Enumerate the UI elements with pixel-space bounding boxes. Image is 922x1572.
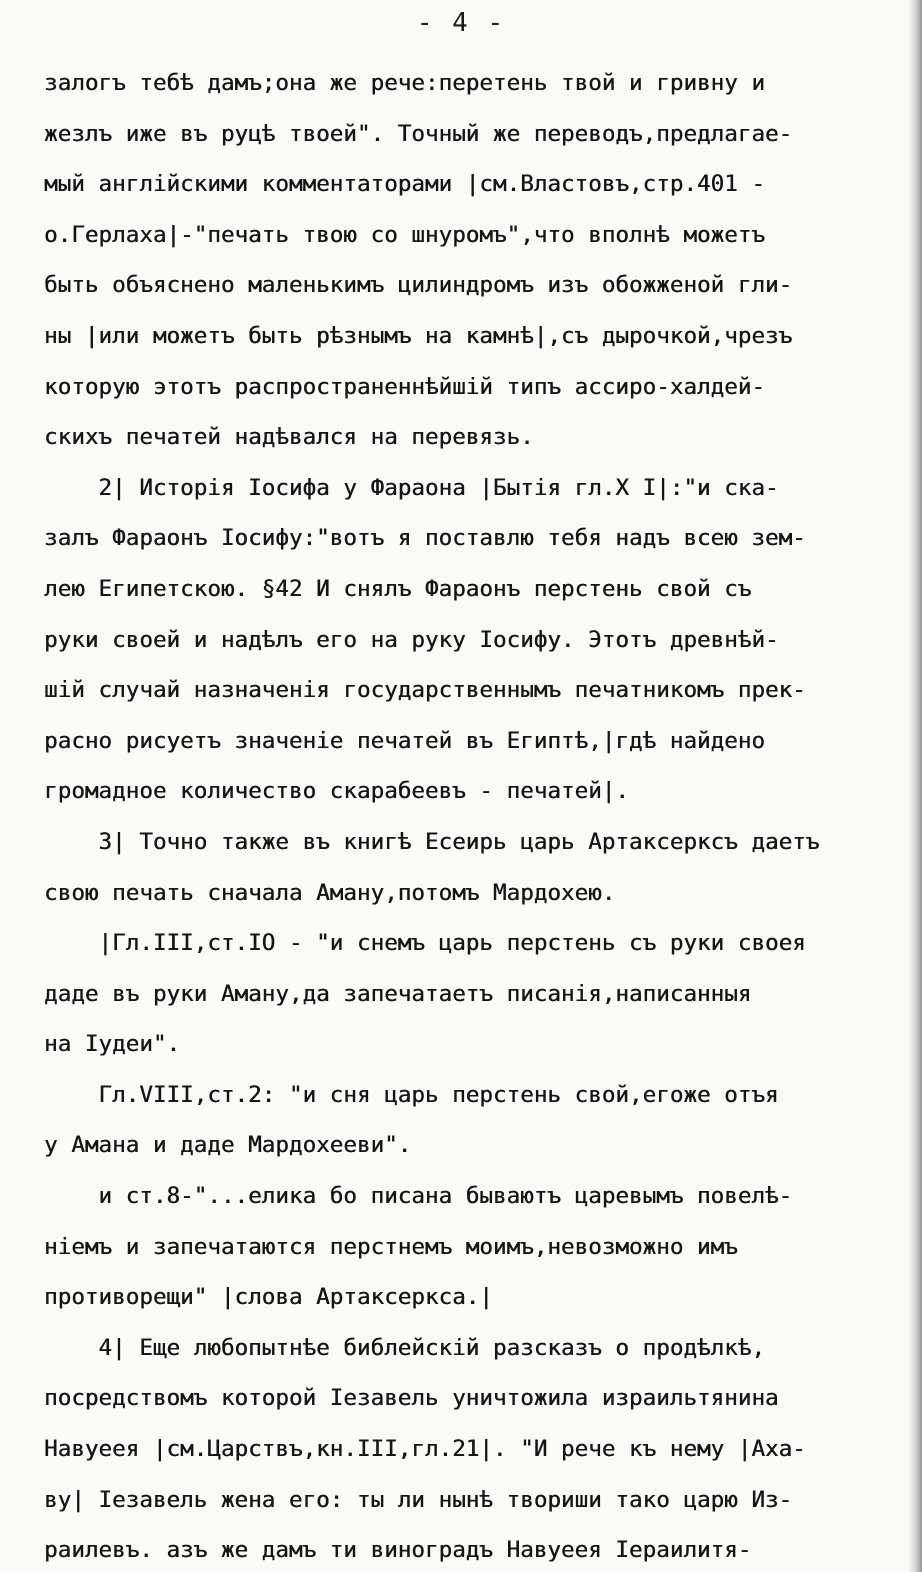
text-line: 2| Исторія Іосифа у Фараона |Бытія гл.Х I|:"и ска-	[44, 474, 779, 501]
text-line: даде въ руки Аману,да запечатаетъ писанія,написанныя	[44, 980, 752, 1007]
text-line: на Іудеи".	[44, 1031, 181, 1058]
body-text	[44, 58, 914, 1572]
text-line: громадное количество скарабеевъ - печатей|.	[44, 778, 629, 805]
text-line: ву| Іезавель жена его: ты ли нынѣ твориши тако царю Из-	[44, 1486, 793, 1513]
text-line: свою печать сначала Аману,потомъ Мардохею.	[44, 879, 616, 906]
text-line: 4| Еще любопытнѣе библейскій разсказъ о продѣлкѣ,	[44, 1334, 765, 1361]
text-line: |Гл.III,ст.IО - "и снемъ царь перстень съ руки своея	[44, 930, 806, 957]
text-line: раилевъ. азъ же дамъ ти виноградъ Навуеея Іераилитя-	[44, 1537, 752, 1564]
text-line: Навуеея |см.Царствъ,кн.III,гл.21|. "И рече къ нему |Аха-	[44, 1436, 806, 1463]
text-line: 3| Точно также въ книгѣ Есеирь царь Артаксерксъ даетъ	[44, 828, 820, 855]
text-line: быть объяснено маленькимъ цилиндромъ изъ обожженой гли-	[44, 272, 793, 299]
text-line: лею Египетскою. §42 И снялъ Фараонъ перстень свой съ	[44, 575, 752, 602]
text-line: ны |или можетъ быть рѣзнымъ на камнѣ|,съ дырочкой,чрезъ	[44, 322, 793, 349]
text-line: залогъ тебѣ дамъ;она же рече:перетень твой и гривну и	[44, 70, 765, 96]
text-line: скихъ печатей надѣвался на перевязь.	[44, 424, 534, 451]
text-line: противорещи" |слова Артаксеркса.|	[44, 1284, 493, 1311]
text-line: у Амана и даде Мардохееви".	[44, 1132, 412, 1159]
text-line: залъ Фараонъ Іосифу:"вотъ я поставлю тебя надъ всею зем-	[44, 525, 806, 552]
text-line: ніемъ и запечатаются перстнемъ моимъ,невозможно имъ	[44, 1233, 738, 1260]
text-line: которую этотъ распространеннѣйшій типъ ассиро-халдей-	[44, 373, 765, 400]
text-line: руки своей и надѣлъ его на руку Іосифу. Этотъ древнѣй-	[44, 626, 779, 653]
text-line: о.Герлаха|-"печать твою со шнуромъ",что вполнѣ можетъ	[44, 221, 765, 248]
text-line: посредствомъ которой Іезавель уничтожила израильтянина	[44, 1385, 779, 1412]
text-line: мый англійскими комментаторами |см.Властовъ,стр.401 -	[44, 171, 765, 198]
text-line: и ст.8-"...елика бо писана бываютъ царевымъ повелѣ-	[44, 1183, 793, 1210]
text-line: жезлъ иже въ руцѣ твоей". Точный же переводъ,предлагае-	[44, 120, 793, 147]
text-line: расно рисуетъ значеніе печатей въ Египтѣ,|гдѣ найдено	[44, 727, 765, 754]
page-number: - 4 -	[416, 8, 506, 38]
text-line: шій случай назначенія государственнымъ печатникомъ прек-	[44, 677, 806, 704]
text-line: Гл.VIII,ст.2: "и сня царь перстень свой,егоже отъя	[44, 1081, 779, 1108]
